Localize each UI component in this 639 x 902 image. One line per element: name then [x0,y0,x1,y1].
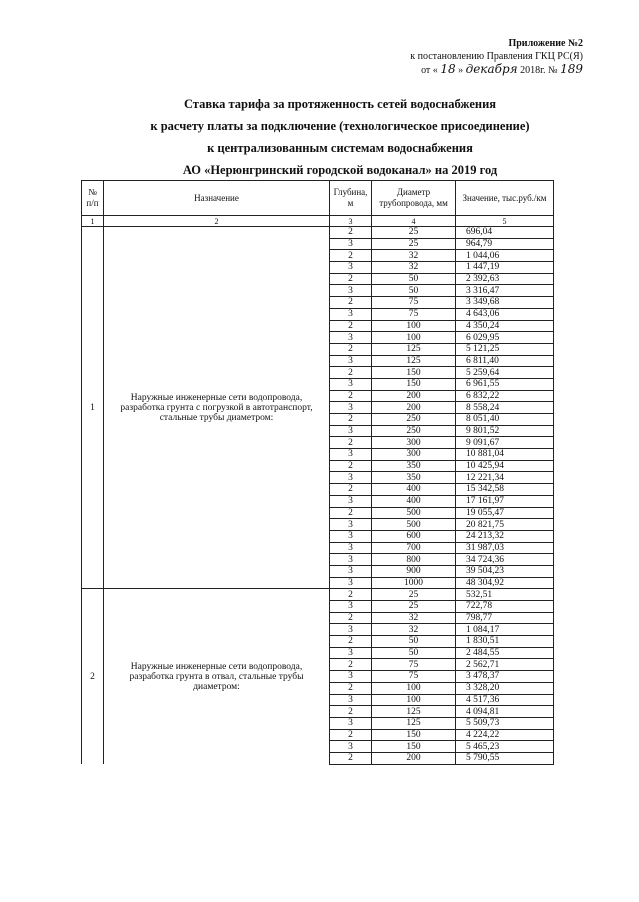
depth-cell: 2 [330,367,372,379]
header-diameter: Диаметр трубопровода, мм [372,181,456,216]
depth-cell: 2 [330,343,372,355]
value-cell: 2 392,63 [456,273,554,285]
value-cell: 9 091,67 [456,437,554,449]
value-cell: 1 084,17 [456,624,554,636]
diameter-cell: 25 [372,238,456,250]
depth-cell: 3 [330,449,372,461]
value-cell: 2 484,55 [456,647,554,659]
diameter-cell: 250 [372,425,456,437]
depth-cell: 2 [330,507,372,519]
depth-cell: 2 [330,460,372,472]
group-index: 2 [82,589,104,764]
depth-cell: 2 [330,250,372,262]
value-cell: 31 987,03 [456,542,554,554]
diameter-cell: 32 [372,250,456,262]
depth-cell: 3 [330,308,372,320]
depth-cell: 3 [330,238,372,250]
depth-cell: 3 [330,542,372,554]
diameter-cell: 50 [372,285,456,297]
diameter-cell: 50 [372,273,456,285]
diameter-cell: 500 [372,519,456,531]
value-cell: 6 961,55 [456,378,554,390]
diameter-cell: 125 [372,343,456,355]
depth-cell: 3 [330,694,372,706]
title-line-4: АО «Нерюнгринский городской водоканал» на 2019 год [182,163,498,177]
value-cell: 4 350,24 [456,320,554,332]
depth-cell: 3 [330,671,372,683]
depth-cell: 3 [330,472,372,484]
diameter-cell: 200 [372,390,456,402]
value-cell: 696,04 [456,227,554,239]
date-mid: » [458,65,464,76]
depth-cell: 2 [330,227,372,239]
diameter-cell: 300 [372,437,456,449]
depth-cell: 3 [330,425,372,437]
depth-cell: 3 [330,355,372,367]
diameter-cell: 200 [372,402,456,414]
diameter-cell: 25 [372,589,456,601]
depth-cell: 2 [330,414,372,426]
depth-cell: 2 [330,706,372,718]
diameter-cell: 32 [372,624,456,636]
value-cell: 4 224,22 [456,729,554,741]
diameter-cell: 125 [372,706,456,718]
diameter-cell: 100 [372,694,456,706]
value-cell: 8 051,40 [456,414,554,426]
date-day-handwritten: 18 [440,62,456,76]
col-number: 3 [330,216,372,227]
diameter-cell: 100 [372,332,456,344]
depth-cell: 2 [330,320,372,332]
value-cell: 5 509,73 [456,717,554,729]
depth-cell: 2 [330,729,372,741]
value-cell: 5 259,64 [456,367,554,379]
depth-cell: 2 [330,589,372,601]
depth-cell: 3 [330,717,372,729]
depth-cell: 3 [330,741,372,753]
value-cell: 48 304,92 [456,577,554,589]
group-index: 1 [82,227,104,589]
depth-cell: 3 [330,262,372,274]
value-cell: 2 562,71 [456,659,554,671]
value-cell: 10 881,04 [456,449,554,461]
value-cell: 4 517,36 [456,694,554,706]
depth-cell: 3 [330,402,372,414]
diameter-cell: 100 [372,320,456,332]
value-cell: 20 821,75 [456,519,554,531]
title-line-1: Ставка тарифа за протяженность сетей водоснабжения [183,97,497,111]
diameter-cell: 400 [372,484,456,496]
diameter-cell: 400 [372,495,456,507]
depth-cell: 3 [330,565,372,577]
value-cell: 17 161,97 [456,495,554,507]
header-depth: Глубина, м [330,181,372,216]
value-cell: 1 044,06 [456,250,554,262]
header-value: Значение, тыс.руб./км [456,181,554,216]
appendix-date-line [410,63,583,78]
diameter-cell: 900 [372,565,456,577]
diameter-cell: 150 [372,367,456,379]
depth-cell: 3 [330,495,372,507]
value-cell: 3 328,20 [456,682,554,694]
date-month-handwritten: декабря [465,62,518,76]
title-line-2: к расчету платы за подключение (технологическое присоединение) [150,119,530,133]
depth-cell: 2 [330,484,372,496]
table-body [82,227,554,765]
date-prefix: от « [421,65,438,76]
diameter-cell: 25 [372,601,456,613]
depth-cell: 2 [330,297,372,309]
header-num: № п/п [82,181,104,216]
group-description: Наружные инженерные сети водопровода, разработка грунта с погрузкой в автотранспорт, стальные трубы диаметром: [104,227,330,589]
diameter-cell: 200 [372,752,456,764]
appendix-block [410,38,583,78]
table-row [82,589,554,601]
depth-cell: 3 [330,624,372,636]
tariff-table [81,180,554,765]
appendix-title: Приложение №2 [508,38,583,49]
diameter-cell: 800 [372,554,456,566]
col-number: 2 [104,216,330,227]
col-number: 5 [456,216,554,227]
date-year: 2018г. № [520,65,558,76]
diameter-cell: 250 [372,414,456,426]
diameter-cell: 25 [372,227,456,239]
diameter-cell: 350 [372,472,456,484]
diameter-cell: 100 [372,682,456,694]
value-cell: 1 830,51 [456,636,554,648]
diameter-cell: 32 [372,612,456,624]
diameter-cell: 75 [372,671,456,683]
value-cell: 722,78 [456,601,554,613]
diameter-cell: 125 [372,355,456,367]
document-title [80,93,600,181]
depth-cell: 2 [330,390,372,402]
column-number-row [82,216,554,227]
value-cell: 3 316,47 [456,285,554,297]
resolution-number-handwritten: 189 [560,62,583,76]
diameter-cell: 125 [372,717,456,729]
col-number: 1 [82,216,104,227]
value-cell: 3 349,68 [456,297,554,309]
depth-cell: 2 [330,273,372,285]
value-cell: 5 121,25 [456,343,554,355]
value-cell: 4 643,06 [456,308,554,320]
col-number: 4 [372,216,456,227]
table-header-row [82,181,554,216]
header-name: Назначение [104,181,330,216]
value-cell: 5 465,23 [456,741,554,753]
title-line-3: к централизованным системам водоснабжения [207,141,473,155]
diameter-cell: 150 [372,741,456,753]
diameter-cell: 75 [372,659,456,671]
diameter-cell: 150 [372,378,456,390]
value-cell: 15 342,58 [456,484,554,496]
value-cell: 9 801,52 [456,425,554,437]
value-cell: 39 504,23 [456,565,554,577]
depth-cell: 2 [330,752,372,764]
value-cell: 34 724,36 [456,554,554,566]
diameter-cell: 150 [372,729,456,741]
diameter-cell: 50 [372,647,456,659]
diameter-cell: 500 [372,507,456,519]
value-cell: 4 094,81 [456,706,554,718]
appendix-resolution: к постановлению Правления ГКЦ РС(Я) [410,50,583,62]
value-cell: 24 213,32 [456,530,554,542]
depth-cell: 3 [330,530,372,542]
diameter-cell: 50 [372,636,456,648]
depth-cell: 2 [330,612,372,624]
depth-cell: 2 [330,682,372,694]
value-cell: 6 029,95 [456,332,554,344]
depth-cell: 2 [330,636,372,648]
value-cell: 8 558,24 [456,402,554,414]
depth-cell: 3 [330,554,372,566]
depth-cell: 2 [330,437,372,449]
value-cell: 532,51 [456,589,554,601]
depth-cell: 3 [330,332,372,344]
value-cell: 5 790,55 [456,752,554,764]
diameter-cell: 300 [372,449,456,461]
depth-cell: 2 [330,659,372,671]
value-cell: 12 221,34 [456,472,554,484]
depth-cell: 3 [330,577,372,589]
depth-cell: 3 [330,647,372,659]
value-cell: 19 055,47 [456,507,554,519]
table-row [82,227,554,239]
value-cell: 964,79 [456,238,554,250]
value-cell: 3 478,37 [456,671,554,683]
diameter-cell: 700 [372,542,456,554]
value-cell: 1 447,19 [456,262,554,274]
diameter-cell: 75 [372,308,456,320]
diameter-cell: 600 [372,530,456,542]
value-cell: 798,77 [456,612,554,624]
depth-cell: 3 [330,601,372,613]
depth-cell: 3 [330,285,372,297]
depth-cell: 3 [330,378,372,390]
diameter-cell: 1000 [372,577,456,589]
value-cell: 6 832,22 [456,390,554,402]
value-cell: 10 425,94 [456,460,554,472]
value-cell: 6 811,40 [456,355,554,367]
depth-cell: 3 [330,519,372,531]
diameter-cell: 75 [372,297,456,309]
diameter-cell: 32 [372,262,456,274]
group-description: Наружные инженерные сети водопровода, разработка грунта в отвал, стальные трубы диаметром: [104,589,330,764]
diameter-cell: 350 [372,460,456,472]
